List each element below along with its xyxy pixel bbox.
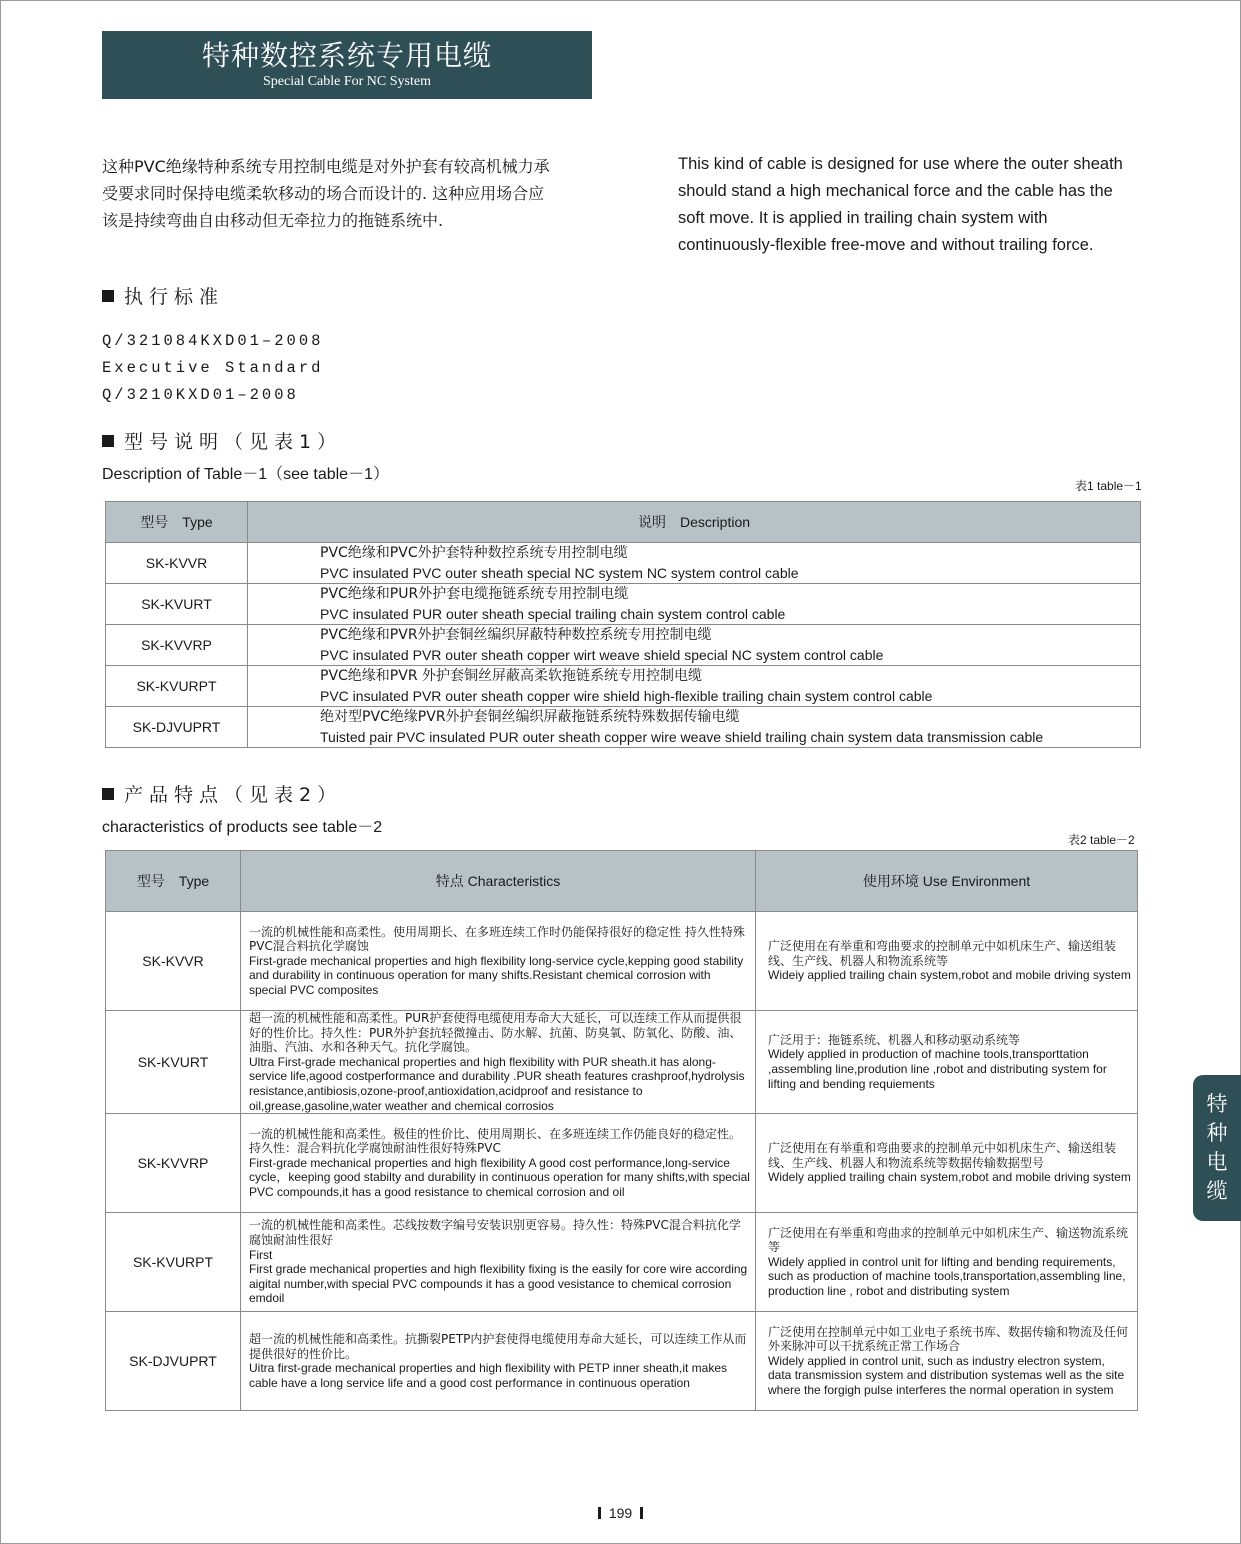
environment-en: Widely applied in production of machine tools,transporttation ,assembling line,prodution line ,robot and distributing system for lifting and bending requiements xyxy=(768,1047,1107,1091)
characteristics-cn: 超一流的机械性能和高柔性。PUR护套使得电缆使用寿命大大延长，可以连续工作从而提供很好的性价比。持久性：PUR外护套抗轻微撞击、防水解、抗菌、防臭氧、防氧化、防酸、油、油脂、汽油、水和各种天气。抗化学腐蚀。 xyxy=(249,1011,742,1055)
characteristics-cell xyxy=(241,1011,756,1114)
environment-cell xyxy=(756,1312,1138,1411)
characteristics-cn: 一流的机械性能和高柔性。极佳的性价比、使用周期长、在多班连续工作仍能良好的稳定性。持久性：混合料抗化学腐蚀耐油性很好特殊PVC xyxy=(249,1126,742,1156)
table-header-row xyxy=(106,502,1141,543)
description-en: PVC insulated PVR outer sheath copper wirt weave shield special NC system control cable xyxy=(320,647,884,663)
environment-cell xyxy=(756,1213,1138,1312)
section-heading-text: 产品特点（见表2） xyxy=(124,784,343,806)
type-cell: SK-KVURPT xyxy=(106,1213,241,1312)
side-tab-char: 种 xyxy=(1206,1121,1228,1145)
section-heading-standard xyxy=(102,282,224,309)
characteristics-cell xyxy=(241,1114,756,1213)
standard-line: Executive Standard xyxy=(102,359,324,377)
divider-bar-icon xyxy=(598,1507,601,1519)
description-en: Tuisted pair PVC insulated PUR outer sheath copper wire weave shield trailing chain system data transmission cable xyxy=(320,729,1044,745)
description-en: PVC insulated PVR outer sheath copper wire shield high-flexible trailing chain system control cable xyxy=(320,688,933,704)
intro-english xyxy=(678,151,1148,259)
divider-bar-icon xyxy=(640,1507,643,1519)
description-cn: PVC绝缘和PVR 外护套铜丝屏蔽高柔软拖链系统专用控制电缆 xyxy=(320,668,702,684)
environment-cn: 广泛使用在有举重和弯曲要求的控制单元中如机床生产、输送组装线、生产线、机器人和物流系统等 xyxy=(768,939,1117,968)
environment-en: Widely applied in control unit for lifting and bending requirements, such as production of machine tools,transportation,assembling line, production line , robot and distributing system xyxy=(768,1254,1126,1299)
type-cell: SK-KVVRP xyxy=(106,1114,241,1213)
characteristics-cn: 超一流的机械性能和高柔性。抗撕裂PETP内护套使得电缆使用寿命大延长，可以连续工作从而提供很好的性价比。 xyxy=(249,1331,747,1361)
table-row xyxy=(106,1114,1138,1213)
page-number-area xyxy=(0,1505,1241,1521)
characteristics-cell xyxy=(241,912,756,1011)
table2-caption: 表2 table－2 xyxy=(1068,833,1135,847)
description-cn: PVC绝缘和PVC外护套特种数控系统专用控制电缆 xyxy=(320,545,628,561)
page-title: 特种数控系统专用电缆 xyxy=(201,39,492,72)
table-row xyxy=(106,1213,1138,1312)
section-heading-text: 型号说明（见表1） xyxy=(124,431,343,453)
section-heading-table1 xyxy=(102,427,342,454)
environment-cell xyxy=(756,1114,1138,1213)
characteristics-cell xyxy=(241,1213,756,1312)
table-row xyxy=(106,1011,1138,1114)
description-cell xyxy=(248,707,1141,748)
type-cell: SK-DJVUPRT xyxy=(106,707,248,748)
environment-cn: 广泛使用在有举重和弯曲要求的控制单元中如机床生产、输送组装线、生产线、机器人和物流系统等数据传输数据型号 xyxy=(768,1141,1117,1170)
table-row xyxy=(106,1312,1138,1411)
side-tab-char: 电 xyxy=(1206,1150,1228,1174)
square-bullet-icon xyxy=(102,290,114,302)
side-tab-char: 缆 xyxy=(1206,1179,1228,1203)
column-header-type: 型号 Type xyxy=(106,851,241,912)
characteristics-en: Uitra first-grade mechanical properties and high flexibility with PETP inner sheath,it makes cable have a long service life and a good cost performance in continuous operation xyxy=(249,1361,727,1390)
characteristics-cn: 一流的机械性能和高柔性。芯线按数字编号安装识别更容易。持久性：特殊PVC混合料抗化学腐蚀耐油性很好 xyxy=(249,1218,741,1247)
type-cell: SK-KVURT xyxy=(106,584,248,625)
environment-en: Widely applied trailing chain system,robot and mobile driving system xyxy=(768,1170,1131,1185)
description-cn: 绝对型PVC绝缘PVR外护套铜丝编织屏蔽拖链系统特殊数据传输电缆 xyxy=(320,709,740,725)
environment-cn: 广泛用于：拖链系统、机器人和移动驱动系统等 xyxy=(768,1032,1021,1047)
description-cell xyxy=(248,666,1141,707)
characteristics-cn: 一流的机械性能和高柔性。使用周期长、在多班连续工作时仍能保持很好的稳定性 持久性特殊PVC混合料抗化学腐蚀 xyxy=(249,924,745,954)
intro-en-line: soft move. It is applied in trailing chain system with xyxy=(678,209,1048,227)
description-cn: PVC绝缘和PUR外护套电缆拖链系统专用控制电缆 xyxy=(320,586,629,602)
table-row xyxy=(106,584,1141,625)
standard-line: Q/3210KXD01–2008 xyxy=(102,386,299,404)
square-bullet-icon xyxy=(102,788,114,800)
column-header-description: 说明 Description xyxy=(248,502,1141,543)
page-subtitle: Special Cable For NC System xyxy=(263,74,431,89)
intro-en-line: continuously-flexible free-move and without trailing force. xyxy=(678,236,1094,254)
table-row xyxy=(106,625,1141,666)
intro-en-line: should stand a high mechanical force and the cable has the xyxy=(678,182,1113,200)
table-row xyxy=(106,543,1141,584)
table-row xyxy=(106,707,1141,748)
section-heading-table2 xyxy=(102,780,342,807)
environment-en: Wideiy applied trailing chain system,robot and mobile driving system xyxy=(768,968,1131,983)
standard-block xyxy=(102,328,323,409)
characteristics-en: First First grade mechanical properties and high flexibility fixing is the easily for core wire according aigital number,with special PVC compounds it has a good vesistance to chemical corrosion emdoil xyxy=(249,1247,748,1306)
column-header-characteristics: 特点 Characteristics xyxy=(241,851,756,912)
type-cell: SK-DJVUPRT xyxy=(106,1312,241,1411)
characteristics-en: First-grade mechanical properties and high flexibility long-service cycle,kepping good stability and durability in continuous operation for many shifts.Resistant chemical corrosion with special PVC composites xyxy=(249,953,744,997)
intro-cn-line: 该是持续弯曲自由移动但无牵拉力的拖链系统中. xyxy=(102,211,444,230)
section-subheading-table2: characteristics of products see table－2 xyxy=(102,819,383,836)
table-row xyxy=(106,912,1138,1011)
environment-cell xyxy=(756,1011,1138,1114)
description-cell xyxy=(248,543,1141,584)
intro-en-line: This kind of cable is designed for use where the outer sheath xyxy=(678,155,1123,173)
description-cell xyxy=(248,625,1141,666)
section-heading-text: 执行标准 xyxy=(124,286,225,308)
title-banner xyxy=(102,31,592,99)
column-header-environment: 使用环境 Use Environment xyxy=(756,851,1138,912)
description-cell xyxy=(248,584,1141,625)
type-cell: SK-KVVR xyxy=(106,912,241,1011)
environment-cn: 广泛使用在有举重和弯曲求的控制单元中如机床生产、输送物流系统等 xyxy=(768,1225,1129,1255)
table2 xyxy=(105,850,1138,1411)
type-cell: SK-KVVRP xyxy=(106,625,248,666)
description-cn: PVC绝缘和PVR外护套铜丝编织屏蔽特种数控系统专用控制电缆 xyxy=(320,627,712,643)
table1-caption: 表1 table－1 xyxy=(1075,479,1142,493)
intro-cn-line: 这种PVC绝缘特种系统专用控制电缆是对外护套有较高机械力承 xyxy=(102,157,550,176)
page-number: 199 xyxy=(608,1505,633,1521)
standard-line: Q/321084KXD01–2008 xyxy=(102,332,324,350)
table-row xyxy=(106,666,1141,707)
characteristics-en: First-grade mechanical properties and high flexibility A good cost performance,long-service cycle，keeping good stabilty and durability in continuous operation for many shifts,with special PVC compounds,it has a good resistance to chemical corrosion and oil xyxy=(249,1155,750,1200)
side-tab-char: 特 xyxy=(1206,1092,1228,1116)
type-cell: SK-KVURPT xyxy=(106,666,248,707)
type-cell: SK-KVVR xyxy=(106,543,248,584)
side-section-tab[interactable] xyxy=(1193,1075,1241,1221)
section-subheading-table1: Description of Table－1（see table－1） xyxy=(102,466,389,483)
square-bullet-icon xyxy=(102,435,114,447)
description-en: PVC insulated PUR outer sheath special trailing chain system control cable xyxy=(320,606,786,622)
intro-cn-line: 受要求同时保持电缆柔软移动的场合而设计的. 这种应用场合应 xyxy=(102,184,545,203)
table1 xyxy=(105,501,1141,748)
intro-chinese xyxy=(102,153,622,234)
characteristics-cell xyxy=(241,1312,756,1411)
environment-cn: 广泛使用在控制单元中如工业电子系统书库、数据传输和物流及任何外来脉冲可以干扰系统正常工作场合 xyxy=(768,1324,1129,1354)
environment-en: Widely applied in control unit, such as industry electron system, data transmission system and distribution systemas well as the site where the forgigh pulse interferes the normal operation in system xyxy=(768,1353,1125,1398)
table-header-row xyxy=(106,851,1138,912)
column-header-type: 型号 Type xyxy=(106,502,248,543)
environment-cell xyxy=(756,912,1138,1011)
type-cell: SK-KVURT xyxy=(106,1011,241,1114)
characteristics-en: Ultra First-grade mechanical properties and high flexibility with PUR sheath.it has along-service life,agood costperformance and durability .PUR sheath features crashproof,hydrolysis resistance,antibiosis,ozone-proof,antioxidation,acidproof and resistance to oil,grease,gasoline,water weather and chemical corrosios xyxy=(249,1054,745,1113)
description-en: PVC insulated PVC outer sheath special NC system NC system control cable xyxy=(320,565,799,581)
